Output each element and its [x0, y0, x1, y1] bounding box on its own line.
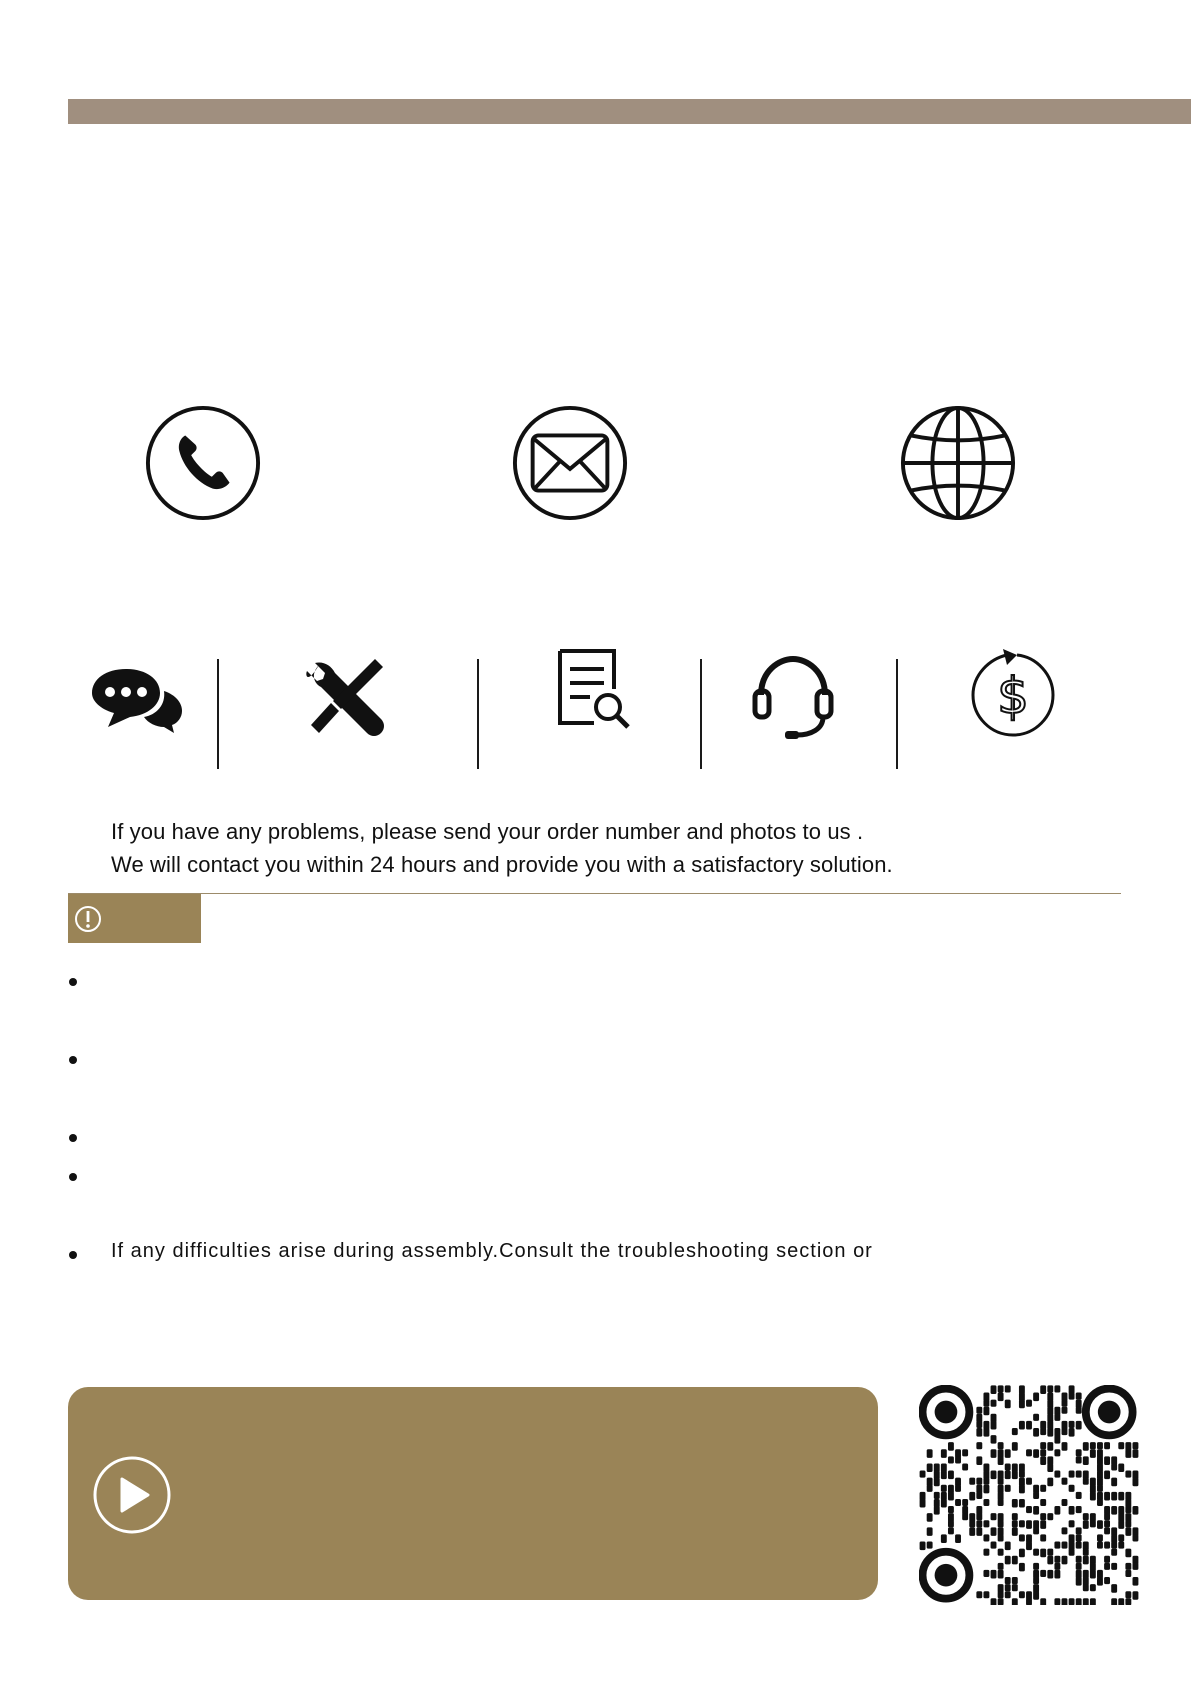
- phone-icon[interactable]: [144, 404, 262, 522]
- list-bullet: [69, 1056, 77, 1064]
- headset-icon: [743, 645, 843, 745]
- divider: [700, 659, 702, 769]
- qr-code-icon[interactable]: [919, 1385, 1139, 1605]
- mail-icon[interactable]: [511, 404, 629, 522]
- svg-text:$: $: [997, 667, 1029, 725]
- divider: [477, 659, 479, 769]
- support-line-2: We will contact you within 24 hours and provide you with a satisfactory solution.: [111, 852, 893, 877]
- chat-icon: [86, 645, 186, 745]
- divider: [217, 659, 219, 769]
- tip-troubleshooting: If any difficulties arise during assembly.Consult the troubleshooting section or: [111, 1240, 873, 1262]
- document-search-icon: [540, 643, 640, 743]
- list-bullet: [69, 1251, 77, 1259]
- list-bullet: [69, 1134, 77, 1142]
- video-banner[interactable]: [68, 1387, 878, 1600]
- play-icon[interactable]: [92, 1455, 172, 1535]
- list-bullet: [69, 978, 77, 986]
- top-decorative-band: [68, 99, 1191, 124]
- support-line-1: If you have any problems, please send your order number and photos to us .: [111, 819, 864, 844]
- tools-icon: [297, 645, 397, 745]
- list-bullet: [69, 1173, 77, 1181]
- refund-dollar-icon: [963, 645, 1063, 745]
- globe-icon[interactable]: [899, 404, 1017, 522]
- notice-tab: [68, 894, 201, 943]
- divider: [896, 659, 898, 769]
- section-divider: [68, 893, 1121, 894]
- exclamation-icon: [74, 905, 102, 933]
